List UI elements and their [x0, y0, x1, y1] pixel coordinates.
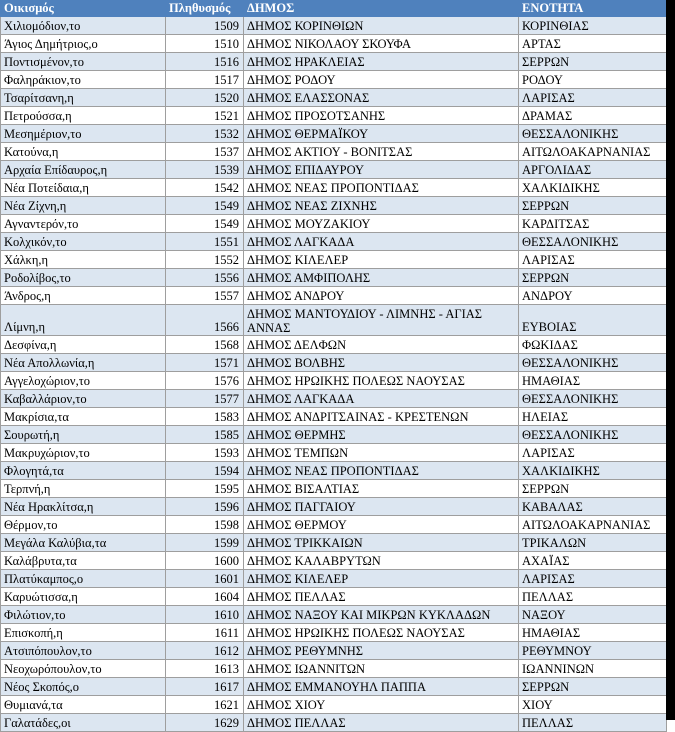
table-row: [1, 462, 667, 480]
cell-settlement[interactable]: Θέρμον,το: [1, 516, 166, 534]
cell-settlement[interactable]: Αγγελοχώριον,το: [1, 372, 166, 390]
cell-regional-unit[interactable]: ΕΥΒΟΙΑΣ: [519, 305, 667, 336]
table-row: [1, 305, 667, 336]
cell-municipality[interactable]: ΔΗΜΟΣ ΘΕΡΜΟΥ: [244, 516, 519, 534]
cell-regional-unit[interactable]: ΣΕΡΡΩΝ: [519, 197, 667, 215]
cell-municipality[interactable]: ΔΗΜΟΣ ΑΝΔΡΙΤΣΑΙΝΑΣ - ΚΡΕΣΤΕΝΩΝ: [244, 408, 519, 426]
cell-regional-unit[interactable]: ΣΕΡΡΩΝ: [519, 678, 667, 696]
cell-regional-unit[interactable]: ΘΕΣΣΑΛΟΝΙΚΗΣ: [519, 426, 667, 444]
cell-population[interactable]: 1516: [166, 53, 244, 71]
table-row: [1, 606, 667, 624]
cell-regional-unit[interactable]: ΚΟΡΙΝΘΙΑΣ: [519, 17, 667, 35]
cell-settlement[interactable]: Νέα Ποτείδαια,η: [1, 179, 166, 197]
table-row: [1, 179, 667, 197]
table-row: [1, 588, 667, 606]
cell-population[interactable]: 1629: [166, 714, 244, 732]
cell-regional-unit[interactable]: ΗΜΑΘΙΑΣ: [519, 372, 667, 390]
cell-population[interactable]: 1549: [166, 197, 244, 215]
table-row: [1, 660, 667, 678]
cell-municipality[interactable]: ΔΗΜΟΣ ΤΡΙΚΚΑΙΩΝ: [244, 534, 519, 552]
table-row: [1, 372, 667, 390]
cell-population[interactable]: 1542: [166, 179, 244, 197]
table-row: [1, 143, 667, 161]
cell-settlement[interactable]: Άγιος Δημήτριος,ο: [1, 35, 166, 53]
cell-municipality[interactable]: ΔΗΜΟΣ ΒΙΣΑΛΤΙΑΣ: [244, 480, 519, 498]
cell-settlement[interactable]: Νέα Απολλωνία,η: [1, 354, 166, 372]
cell-regional-unit[interactable]: ΡΕΘΥΜΝΟΥ: [519, 642, 667, 660]
cell-settlement[interactable]: Μακρυχώριον,το: [1, 444, 166, 462]
cell-population[interactable]: 1517: [166, 71, 244, 89]
cell-municipality[interactable]: ΔΗΜΟΣ ΚΙΛΕΛΕΡ: [244, 570, 519, 588]
cell-regional-unit[interactable]: ΣΕΡΡΩΝ: [519, 480, 667, 498]
cell-municipality[interactable]: ΔΗΜΟΣ ΑΝΔΡΟΥ: [244, 287, 519, 305]
right-edge-bar: [666, 0, 675, 720]
cell-regional-unit[interactable]: ΑΧΑΪΑΣ: [519, 552, 667, 570]
cell-municipality[interactable]: ΔΗΜΟΣ ΕΠΙΔΑΥΡΟΥ: [244, 161, 519, 179]
cell-population[interactable]: 1598: [166, 516, 244, 534]
cell-regional-unit[interactable]: ΘΕΣΣΑΛΟΝΙΚΗΣ: [519, 354, 667, 372]
cell-population[interactable]: 1532: [166, 125, 244, 143]
cell-regional-unit[interactable]: ΑΝΔΡΟΥ: [519, 287, 667, 305]
cell-municipality[interactable]: ΔΗΜΟΣ ΠΕΛΛΑΣ: [244, 714, 519, 732]
cell-population[interactable]: 1593: [166, 444, 244, 462]
cell-population[interactable]: 1595: [166, 480, 244, 498]
header-population[interactable]: Πληθυσμός: [166, 1, 244, 17]
cell-regional-unit[interactable]: ΡΟΔΟΥ: [519, 71, 667, 89]
cell-municipality[interactable]: ΔΗΜΟΣ ΝΕΑΣ ΠΡΟΠΟΝΤΙΔΑΣ: [244, 179, 519, 197]
cell-municipality[interactable]: ΔΗΜΟΣ ΚΙΛΕΛΕΡ: [244, 251, 519, 269]
cell-municipality[interactable]: ΔΗΜΟΣ ΜΟΥΖΑΚΙΟΥ: [244, 215, 519, 233]
table-row: [1, 269, 667, 287]
cell-population[interactable]: 1601: [166, 570, 244, 588]
table-row: [1, 390, 667, 408]
table-row: [1, 642, 667, 660]
cell-settlement[interactable]: Χάλκη,η: [1, 251, 166, 269]
header-row: [1, 1, 667, 17]
cell-population[interactable]: 1537: [166, 143, 244, 161]
cell-municipality[interactable]: ΔΗΜΟΣ ΙΩΑΝΝΙΤΩΝ: [244, 660, 519, 678]
cell-settlement[interactable]: Τερπνή,η: [1, 480, 166, 498]
cell-settlement[interactable]: Κολχικόν,το: [1, 233, 166, 251]
table-row: [1, 696, 667, 714]
cell-settlement[interactable]: Νέα Ζίχνη,η: [1, 197, 166, 215]
cell-settlement[interactable]: Γαλατάδες,οι: [1, 714, 166, 732]
cell-municipality[interactable]: ΔΗΜΟΣ ΝΙΚΟΛΑΟΥ ΣΚΟΥΦΑ: [244, 35, 519, 53]
table-row: [1, 161, 667, 179]
table-row: [1, 552, 667, 570]
table-row: [1, 534, 667, 552]
cell-municipality[interactable]: ΔΗΜΟΣ ΕΛΑΣΣΟΝΑΣ: [244, 89, 519, 107]
cell-population[interactable]: 1557: [166, 287, 244, 305]
table-row: [1, 444, 667, 462]
header-municipality[interactable]: ΔΗΜΟΣ: [244, 1, 519, 17]
cell-settlement[interactable]: Ποντισμένον,το: [1, 53, 166, 71]
cell-population[interactable]: 1596: [166, 498, 244, 516]
table-row: [1, 125, 667, 143]
cell-settlement[interactable]: Αγναντερόν,το: [1, 215, 166, 233]
cell-municipality[interactable]: ΔΗΜΟΣ ΤΕΜΠΩΝ: [244, 444, 519, 462]
cell-regional-unit[interactable]: ΗΜΑΘΙΑΣ: [519, 624, 667, 642]
table-row: [1, 215, 667, 233]
cell-population[interactable]: 1617: [166, 678, 244, 696]
cell-settlement[interactable]: Κατούνα,η: [1, 143, 166, 161]
cell-regional-unit[interactable]: ΧΑΛΚΙΔΙΚΗΣ: [519, 462, 667, 480]
table-row: [1, 89, 667, 107]
cell-municipality[interactable]: ΔΗΜΟΣ ΝΑΞΟΥ ΚΑΙ ΜΙΚΡΩΝ ΚΥΚΛΑΔΩΝ: [244, 606, 519, 624]
cell-municipality[interactable]: ΔΗΜΟΣ ΑΚΤΙΟΥ - ΒΟΝΙΤΣΑΣ: [244, 143, 519, 161]
cell-municipality[interactable]: ΔΗΜΟΣ ΗΡΩΙΚΗΣ ΠΟΛΕΩΣ ΝΑΟΥΣΑΣ: [244, 624, 519, 642]
cell-population[interactable]: 1556: [166, 269, 244, 287]
cell-regional-unit[interactable]: ΑΙΤΩΛΟΑΚΑΡΝΑΝΙΑΣ: [519, 143, 667, 161]
cell-regional-unit[interactable]: ΠΕΛΛΑΣ: [519, 588, 667, 606]
cell-population[interactable]: 1621: [166, 696, 244, 714]
table-row: [1, 516, 667, 534]
table-row: [1, 233, 667, 251]
cell-settlement[interactable]: Νέα Ηρακλίτσα,η: [1, 498, 166, 516]
cell-municipality[interactable]: ΔΗΜΟΣ ΠΡΟΣΟΤΣΑΝΗΣ: [244, 107, 519, 125]
cell-regional-unit[interactable]: ΧΙΟΥ: [519, 696, 667, 714]
cell-settlement[interactable]: Νέος Σκοπός,ο: [1, 678, 166, 696]
header-settlement[interactable]: Οικισμός: [1, 1, 166, 17]
cell-regional-unit[interactable]: ΧΑΛΚΙΔΙΚΗΣ: [519, 179, 667, 197]
cell-regional-unit[interactable]: ΔΡΑΜΑΣ: [519, 107, 667, 125]
cell-municipality[interactable]: ΔΗΜΟΣ ΛΑΓΚΑΔΑ: [244, 390, 519, 408]
cell-municipality[interactable]: ΔΗΜΟΣ ΡΕΘΥΜΝΗΣ: [244, 642, 519, 660]
cell-municipality[interactable]: ΔΗΜΟΣ ΗΡΩΙΚΗΣ ΠΟΛΕΩΣ ΝΑΟΥΣΑΣ: [244, 372, 519, 390]
cell-municipality[interactable]: ΔΗΜΟΣ ΛΑΓΚΑΔΑ: [244, 233, 519, 251]
cell-municipality[interactable]: ΔΗΜΟΣ ΑΜΦΙΠΟΛΗΣ: [244, 269, 519, 287]
table-row: [1, 714, 667, 732]
cell-municipality[interactable]: ΔΗΜΟΣ ΘΕΡΜΑΪΚΟΥ: [244, 125, 519, 143]
cell-regional-unit[interactable]: ΘΕΣΣΑΛΟΝΙΚΗΣ: [519, 390, 667, 408]
cell-settlement[interactable]: Καλάβρυτα,τα: [1, 552, 166, 570]
cell-municipality[interactable]: ΔΗΜΟΣ ΧΙΟΥ: [244, 696, 519, 714]
table-row: [1, 336, 667, 354]
cell-settlement[interactable]: Άνδρος,η: [1, 287, 166, 305]
cell-regional-unit[interactable]: ΘΕΣΣΑΛΟΝΙΚΗΣ: [519, 125, 667, 143]
cell-settlement[interactable]: Επισκοπή,η: [1, 624, 166, 642]
cell-population[interactable]: 1509: [166, 17, 244, 35]
cell-population[interactable]: 1599: [166, 534, 244, 552]
cell-population[interactable]: 1585: [166, 426, 244, 444]
table-row: [1, 197, 667, 215]
table-row: [1, 570, 667, 588]
cell-regional-unit[interactable]: ΦΩΚΙΔΑΣ: [519, 336, 667, 354]
cell-regional-unit[interactable]: ΑΡΤΑΣ: [519, 35, 667, 53]
table-row: [1, 408, 667, 426]
cell-regional-unit[interactable]: ΛΑΡΙΣΑΣ: [519, 89, 667, 107]
cell-population[interactable]: 1552: [166, 251, 244, 269]
cell-population[interactable]: 1611: [166, 624, 244, 642]
cell-municipality[interactable]: ΔΗΜΟΣ ΠΑΓΓΑΙΟΥ: [244, 498, 519, 516]
cell-settlement[interactable]: Πλατύκαμπος,ο: [1, 570, 166, 588]
cell-settlement[interactable]: Φαληράκιον,το: [1, 71, 166, 89]
cell-regional-unit[interactable]: ΘΕΣΣΑΛΟΝΙΚΗΣ: [519, 233, 667, 251]
cell-municipality[interactable]: ΔΗΜΟΣ ΚΑΛΑΒΡΥΤΩΝ: [244, 552, 519, 570]
cell-settlement[interactable]: Πετρούσσα,η: [1, 107, 166, 125]
header-regional-unit[interactable]: ΕΝΟΤΗΤΑ: [519, 1, 667, 17]
cell-regional-unit[interactable]: ΛΑΡΙΣΑΣ: [519, 570, 667, 588]
cell-population[interactable]: 1539: [166, 161, 244, 179]
cell-settlement[interactable]: Σουρωτή,η: [1, 426, 166, 444]
cell-municipality[interactable]: ΔΗΜΟΣ ΝΕΑΣ ΠΡΟΠΟΝΤΙΔΑΣ: [244, 462, 519, 480]
cell-municipality[interactable]: ΔΗΜΟΣ ΔΕΛΦΩΝ: [244, 336, 519, 354]
table-row: [1, 498, 667, 516]
cell-settlement[interactable]: Αρχαία Επίδαυρος,η: [1, 161, 166, 179]
cell-regional-unit[interactable]: ΚΑΒΑΛΑΣ: [519, 498, 667, 516]
cell-regional-unit[interactable]: ΚΑΡΔΙΤΣΑΣ: [519, 215, 667, 233]
cell-municipality[interactable]: ΔΗΜΟΣ ΒΟΛΒΗΣ: [244, 354, 519, 372]
cell-settlement[interactable]: Φλογητά,τα: [1, 462, 166, 480]
cell-population[interactable]: 1583: [166, 408, 244, 426]
cell-population[interactable]: 1613: [166, 660, 244, 678]
cell-population[interactable]: 1520: [166, 89, 244, 107]
cell-population[interactable]: 1571: [166, 354, 244, 372]
cell-population[interactable]: 1600: [166, 552, 244, 570]
cell-regional-unit[interactable]: ΑΙΤΩΛΟΑΚΑΡΝΑΝΙΑΣ: [519, 516, 667, 534]
cell-settlement[interactable]: Λίμνη,η: [1, 305, 166, 336]
table-row: [1, 426, 667, 444]
table-row: [1, 251, 667, 269]
cell-municipality[interactable]: ΔΗΜΟΣ ΚΟΡΙΝΘΙΩΝ: [244, 17, 519, 35]
cell-population[interactable]: 1521: [166, 107, 244, 125]
cell-settlement[interactable]: Μακρίσια,τα: [1, 408, 166, 426]
cell-settlement[interactable]: Καρυώτισσα,η: [1, 588, 166, 606]
cell-regional-unit[interactable]: ΠΕΛΛΑΣ: [519, 714, 667, 732]
table-row: [1, 480, 667, 498]
cell-municipality[interactable]: ΔΗΜΟΣ ΕΜΜΑΝΟΥΗΛ ΠΑΠΠΑ: [244, 678, 519, 696]
cell-population[interactable]: 1549: [166, 215, 244, 233]
cell-municipality[interactable]: ΔΗΜΟΣ ΗΡΑΚΛΕΙΑΣ: [244, 53, 519, 71]
table-row: [1, 35, 667, 53]
cell-population[interactable]: 1576: [166, 372, 244, 390]
cell-settlement[interactable]: Χιλιομόδιον,το: [1, 17, 166, 35]
cell-settlement[interactable]: Μεγάλα Καλύβια,τα: [1, 534, 166, 552]
cell-municipality[interactable]: ΔΗΜΟΣ ΡΟΔΟΥ: [244, 71, 519, 89]
cell-regional-unit[interactable]: ΛΑΡΙΣΑΣ: [519, 444, 667, 462]
table-row: [1, 678, 667, 696]
cell-population[interactable]: 1566: [166, 305, 244, 336]
table-row: [1, 354, 667, 372]
cell-regional-unit[interactable]: ΝΑΞΟΥ: [519, 606, 667, 624]
cell-population[interactable]: 1577: [166, 390, 244, 408]
table-row: [1, 624, 667, 642]
cell-settlement[interactable]: Φιλώτιον,το: [1, 606, 166, 624]
cell-regional-unit[interactable]: ΣΕΡΡΩΝ: [519, 53, 667, 71]
cell-settlement[interactable]: Καβαλλάριον,το: [1, 390, 166, 408]
cell-regional-unit[interactable]: ΤΡΙΚΑΛΩΝ: [519, 534, 667, 552]
cell-population[interactable]: 1594: [166, 462, 244, 480]
cell-settlement[interactable]: Τσαρίτσανη,η: [1, 89, 166, 107]
cell-settlement[interactable]: Νεοχωρόπουλον,το: [1, 660, 166, 678]
cell-municipality[interactable]: ΔΗΜΟΣ ΜΑΝΤΟΥΔΙΟΥ - ΛΙΜΝΗΣ - ΑΓΙΑΣ ΑΝΝΑΣ: [244, 305, 519, 336]
cell-settlement[interactable]: Μεσημέριον,το: [1, 125, 166, 143]
table-row: [1, 53, 667, 71]
cell-population[interactable]: 1568: [166, 336, 244, 354]
cell-population[interactable]: 1604: [166, 588, 244, 606]
cell-regional-unit[interactable]: ΙΩΑΝΝΙΝΩΝ: [519, 660, 667, 678]
cell-regional-unit[interactable]: ΣΕΡΡΩΝ: [519, 269, 667, 287]
cell-settlement[interactable]: Ροδολίβος,το: [1, 269, 166, 287]
cell-municipality[interactable]: ΔΗΜΟΣ ΝΕΑΣ ΖΙΧΝΗΣ: [244, 197, 519, 215]
table-row: [1, 71, 667, 89]
cell-settlement[interactable]: Δεσφίνα,η: [1, 336, 166, 354]
cell-settlement[interactable]: Ατσιπόπουλον,το: [1, 642, 166, 660]
cell-population[interactable]: 1510: [166, 35, 244, 53]
cell-population[interactable]: 1610: [166, 606, 244, 624]
cell-settlement[interactable]: Θυμιανά,τα: [1, 696, 166, 714]
cell-regional-unit[interactable]: ΑΡΓΟΛΙΔΑΣ: [519, 161, 667, 179]
cell-regional-unit[interactable]: ΗΛΕΙΑΣ: [519, 408, 667, 426]
table-row: [1, 17, 667, 35]
cell-population[interactable]: 1612: [166, 642, 244, 660]
cell-municipality[interactable]: ΔΗΜΟΣ ΠΕΛΛΑΣ: [244, 588, 519, 606]
table-row: [1, 287, 667, 305]
table-row: [1, 107, 667, 125]
cell-regional-unit[interactable]: ΛΑΡΙΣΑΣ: [519, 251, 667, 269]
cell-municipality[interactable]: ΔΗΜΟΣ ΘΕΡΜΗΣ: [244, 426, 519, 444]
cell-population[interactable]: 1551: [166, 233, 244, 251]
